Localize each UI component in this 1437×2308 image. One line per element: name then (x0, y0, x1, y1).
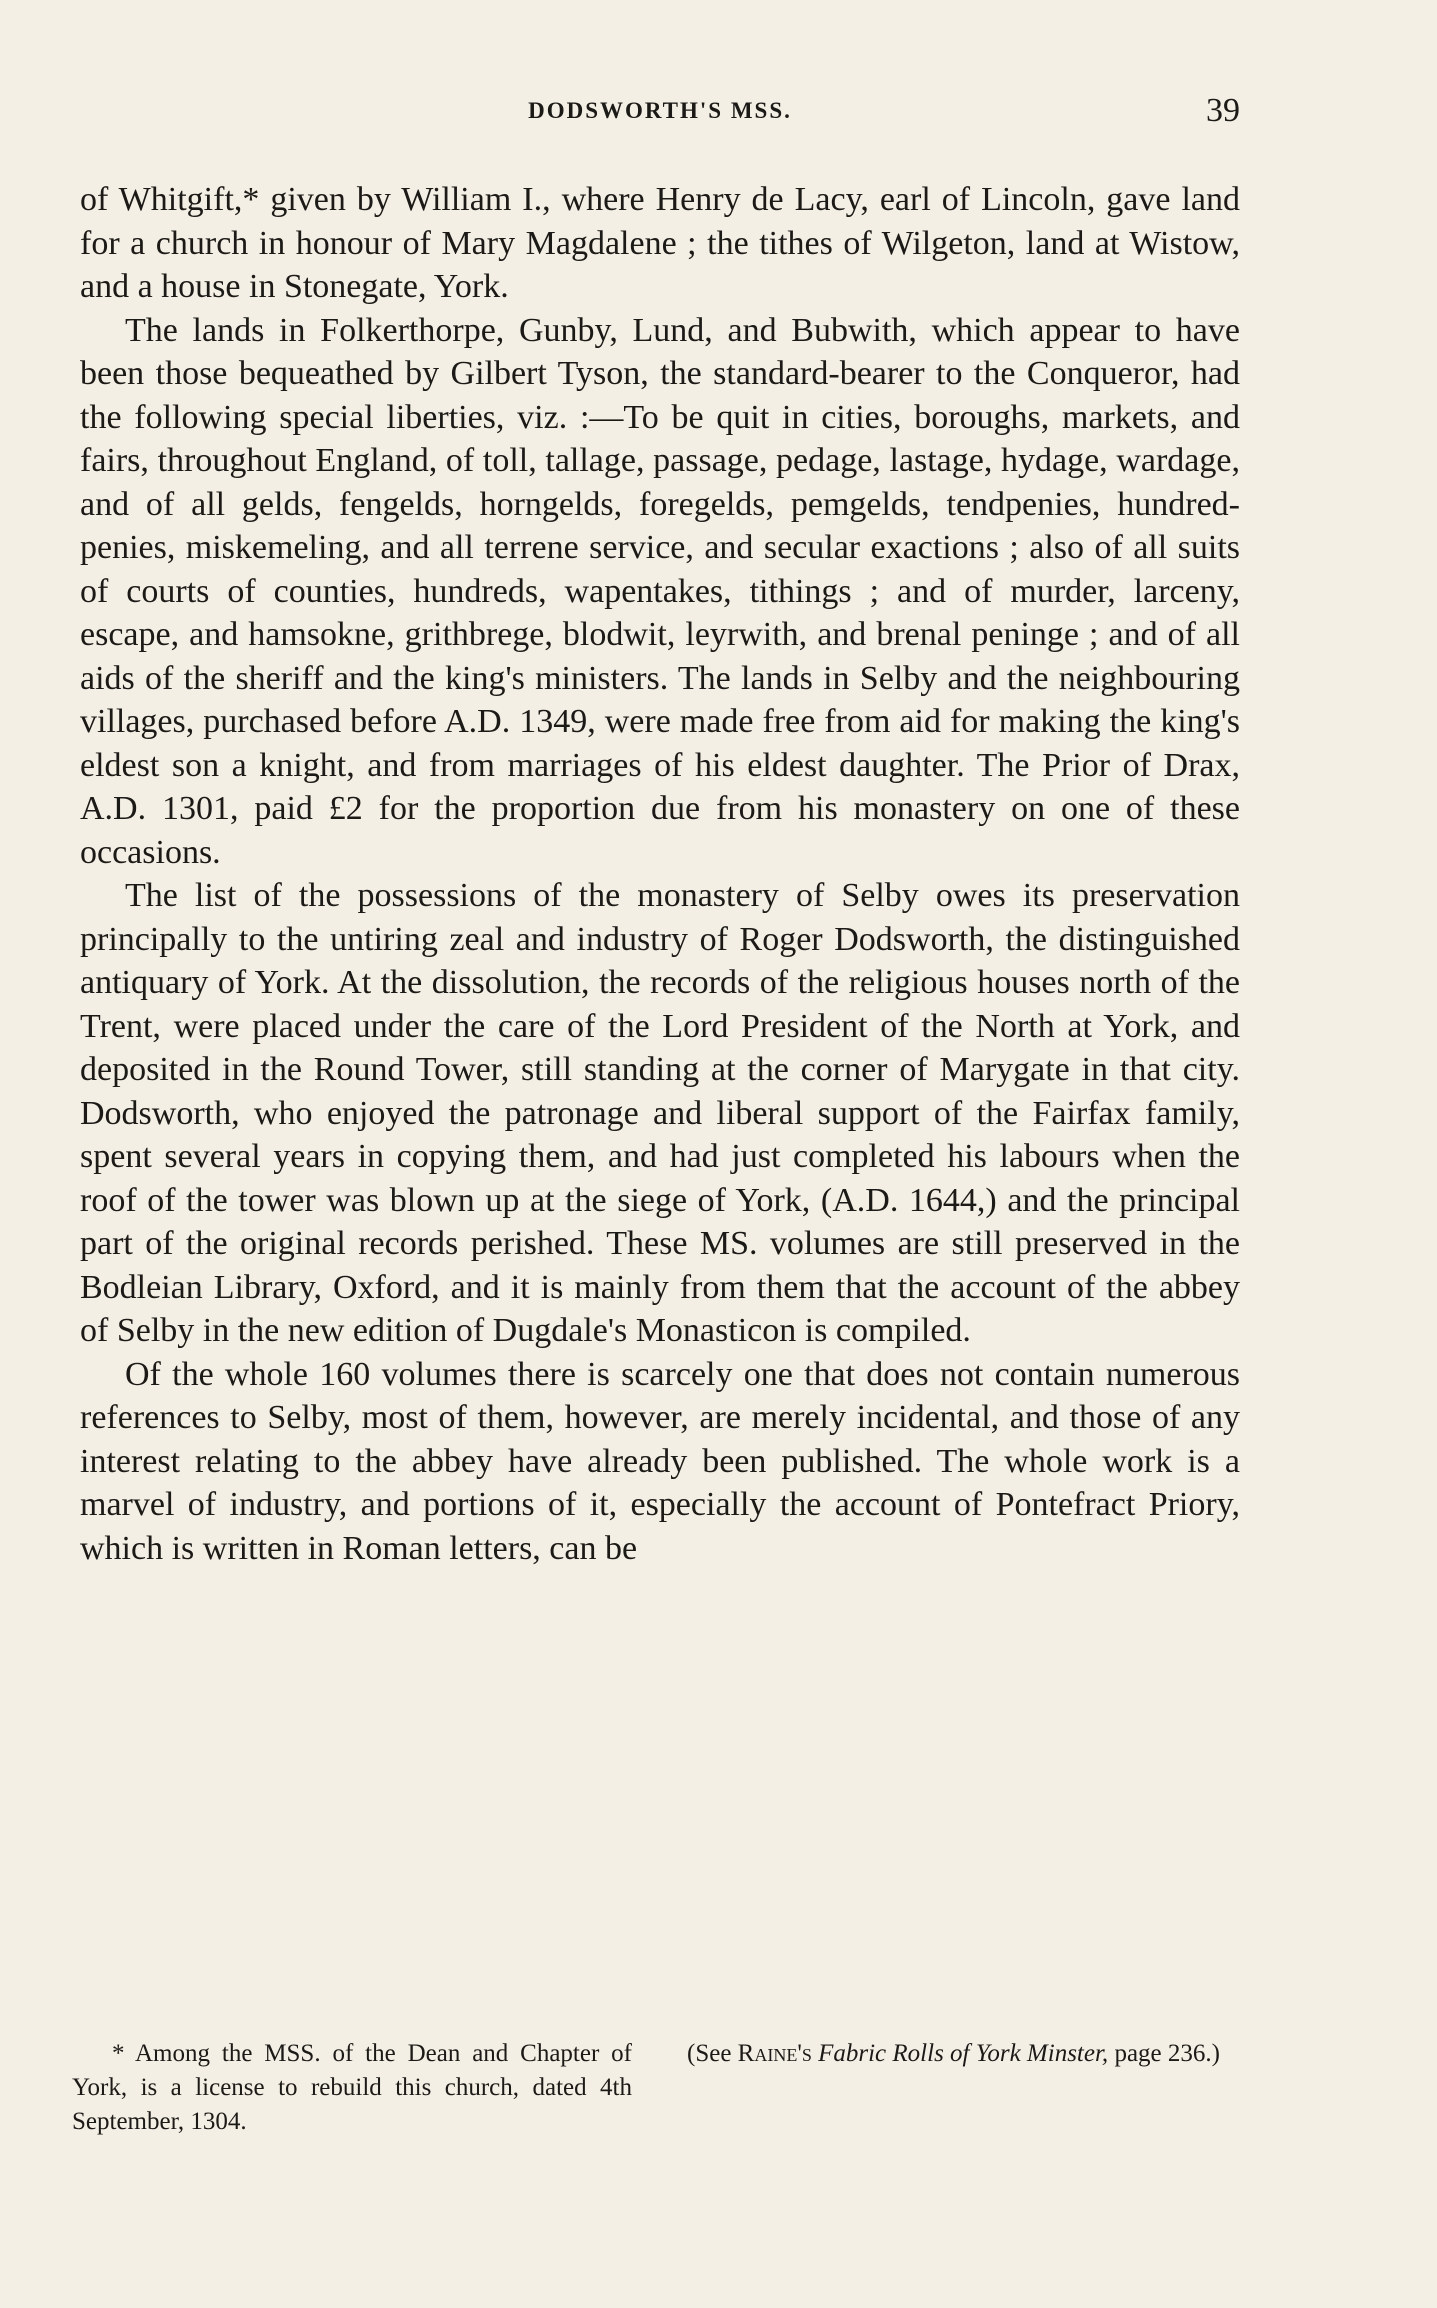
footnote-author: Raine's (737, 2040, 812, 2067)
footnote-see-prefix: (See (687, 2040, 732, 2067)
running-head (80, 92, 1240, 142)
body-text (80, 178, 1240, 1570)
paragraph-continuation: of Whitgift,* given by William I., where Henry de Lacy, earl of Lincoln, gave land for a church in honour of Mary Magdalene ; the tithes of Wilgeton, land at Wistow, and a house in Stonegate, York. (80, 181, 1240, 305)
running-title: DODSWORTH'S MSS. (528, 98, 792, 123)
page-number: 39 (1206, 92, 1240, 129)
footnote-right-column (687, 2037, 1247, 2071)
paragraph-liberties: The lands in Folkerthorpe, Gunby, Lund, and Bubwith, which appear to have been those bequeathed by Gilbert Tyson, the standard-bearer to the Conqueror, had the following special liberties, viz. :—To be quit in cities, boroughs, markets, and fairs, throughout England, of toll, tallage, passage, pedage, lastage, hydage, wardage, and of all gelds, fengelds, horngelds, foregelds, pemgelds, tendpenies, hundred-penies, miskemeling, and all terrene service, and secular exactions ; also of all suits of courts of counties, hundreds, wapentakes, tithings ; and of murder, larceny, escape, and hamsokne, grithbrege, blodwit, leyrwith, and brenal peninge ; and of all aids of the sheriff and the king's ministers. The lands in Selby and the neighbouring villages, purchased before A.D. 1349, were made free from aid for making the king's eldest son a knight, and from marriages of his eldest daughter. The Prior of Drax, A.D. 1301, paid £2 for the proportion due from his monastery on one of these occasions. (80, 311, 1240, 871)
paragraph-dodsworth: The list of the possessions of the monastery of Selby owes its preservation principally to the untiring zeal and industry of Roger Dodsworth, the distinguished antiquary of York. At the dissolution, the records of the religious houses north of the Trent, were placed under the care of the Lord President of the North at York, and deposited in the Round Tower, still standing at the corner of Marygate in that city. Dodsworth, who enjoyed the patronage and liberal support of the Fairfax family, spent several years in copying them, and had just completed his labours when the roof of the tower was blown up at the siege of York, (A.D. 1644,) and the principal part of the original records perished. These MS. volumes are still preserved in the Bodleian Library, Oxford, and it is mainly from them that the account of the abbey of Selby in the new edition of Dugdale's Monasticon is compiled. (80, 877, 1240, 1349)
footnote-page-ref: page 236.) (1114, 2040, 1220, 2067)
footnote-left-column: * Among the MSS. of the Dean and Chapter of York, is a license to rebuild this church, dated 4th September, 1304. (72, 2040, 632, 2135)
footnote-source-title: Fabric Rolls of York Minster, (818, 2040, 1109, 2067)
paragraph-volumes: Of the whole 160 volumes there is scarcely one that does not contain numerous references to Selby, most of them, however, are merely incidental, and those of any interest relating to the abbey have already been published. The whole work is a marvel of industry, and portions of it, especially the account of Pontefract Priory, which is written in Roman letters, can be (80, 1355, 1240, 1567)
